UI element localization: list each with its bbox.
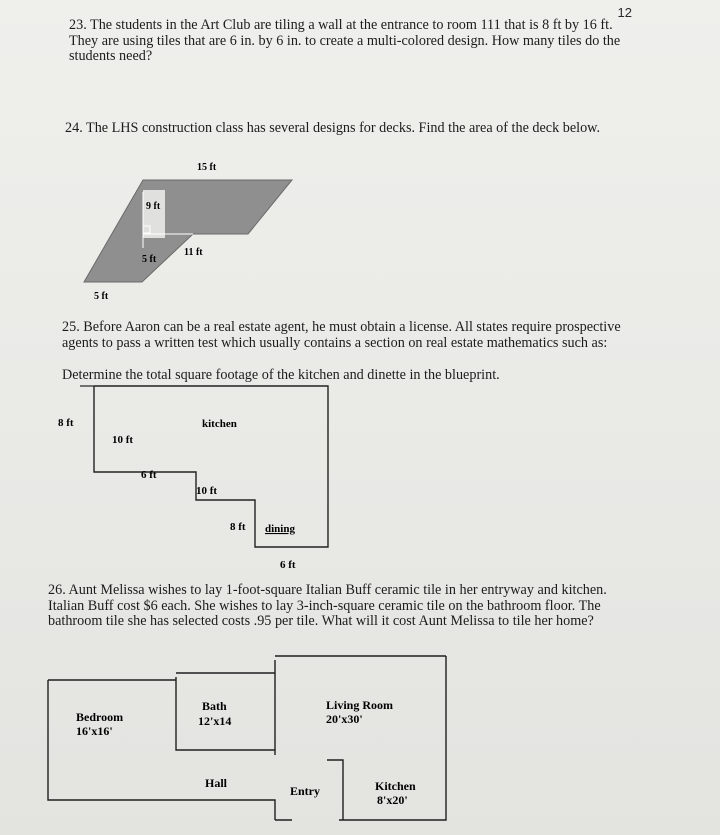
question-25-prompt: Determine the total square footage of the kitchen and dinette in the blueprint. <box>62 367 500 383</box>
deck-label-inner-horizontal: 5 ft <box>142 254 157 265</box>
plan-bedroom-name: Bedroom <box>76 710 124 724</box>
question-24-text: 24. The LHS construction class has several designs for decks. Find the area of the deck below. <box>65 120 601 136</box>
plan-hall-label: Hall <box>205 776 228 790</box>
blueprint-label-step-vertical: 6 ft <box>141 469 157 481</box>
page-number: 12 <box>617 5 632 20</box>
plan-bath-size: 12'x14 <box>198 714 232 728</box>
plan-bedroom-size: 16'x16' <box>76 724 113 738</box>
question-23-text: 23. The students in the Art Club are tiling a wall at the entrance to room 111 that is 8 ft by 16 ft. They are using tiles that are 6 in. by 6 in. to create a multi-colored design. How many tiles do the students need? <box>69 17 621 64</box>
question-25-text: 25. Before Aaron can be a real estate agent, he must obtain a license. All states require prospective agents to pass a written test which usually contains a section on real estate mathematics such as: <box>62 319 621 351</box>
deck-label-bottom: 5 ft <box>94 291 109 302</box>
plan-entry-label: Entry <box>290 784 320 798</box>
blueprint-label-step2: 10 ft <box>196 485 218 497</box>
deck-label-lower-right: 11 ft <box>184 247 203 258</box>
plan-bath-name: Bath <box>202 699 227 713</box>
blueprint-label-left: 8 ft <box>58 417 74 429</box>
blueprint-label-dining: dining <box>265 523 295 535</box>
plan-living-size: 20'x30' <box>326 712 363 726</box>
blueprint-label-dining-vertical: 8 ft <box>230 521 246 533</box>
plan-kitchen-name: Kitchen <box>375 779 416 793</box>
blueprint-label-step1: 10 ft <box>112 434 134 446</box>
question-26-text: 26. Aunt Melissa wishes to lay 1-foot-square Italian Buff ceramic tile in her entryway and kitchen. Italian Buff cost $6 each. She wishes to lay 3-inch-square ceramic tile on the bathroom floor. The bathroom tile she has selected costs .95 per tile. What will it cost Aunt Melissa to tile her home? <box>48 582 607 629</box>
plan-living-name: Living Room <box>326 698 394 712</box>
plan-kitchen-size: 8'x20' <box>377 793 408 807</box>
deck-label-top: 15 ft <box>197 162 217 173</box>
blueprint-label-bottom: 6 ft <box>280 559 296 571</box>
plan-entry-wall <box>327 760 343 820</box>
blueprint-label-kitchen: kitchen <box>202 418 237 430</box>
deck-label-inner-vertical: 9 ft <box>146 201 161 212</box>
